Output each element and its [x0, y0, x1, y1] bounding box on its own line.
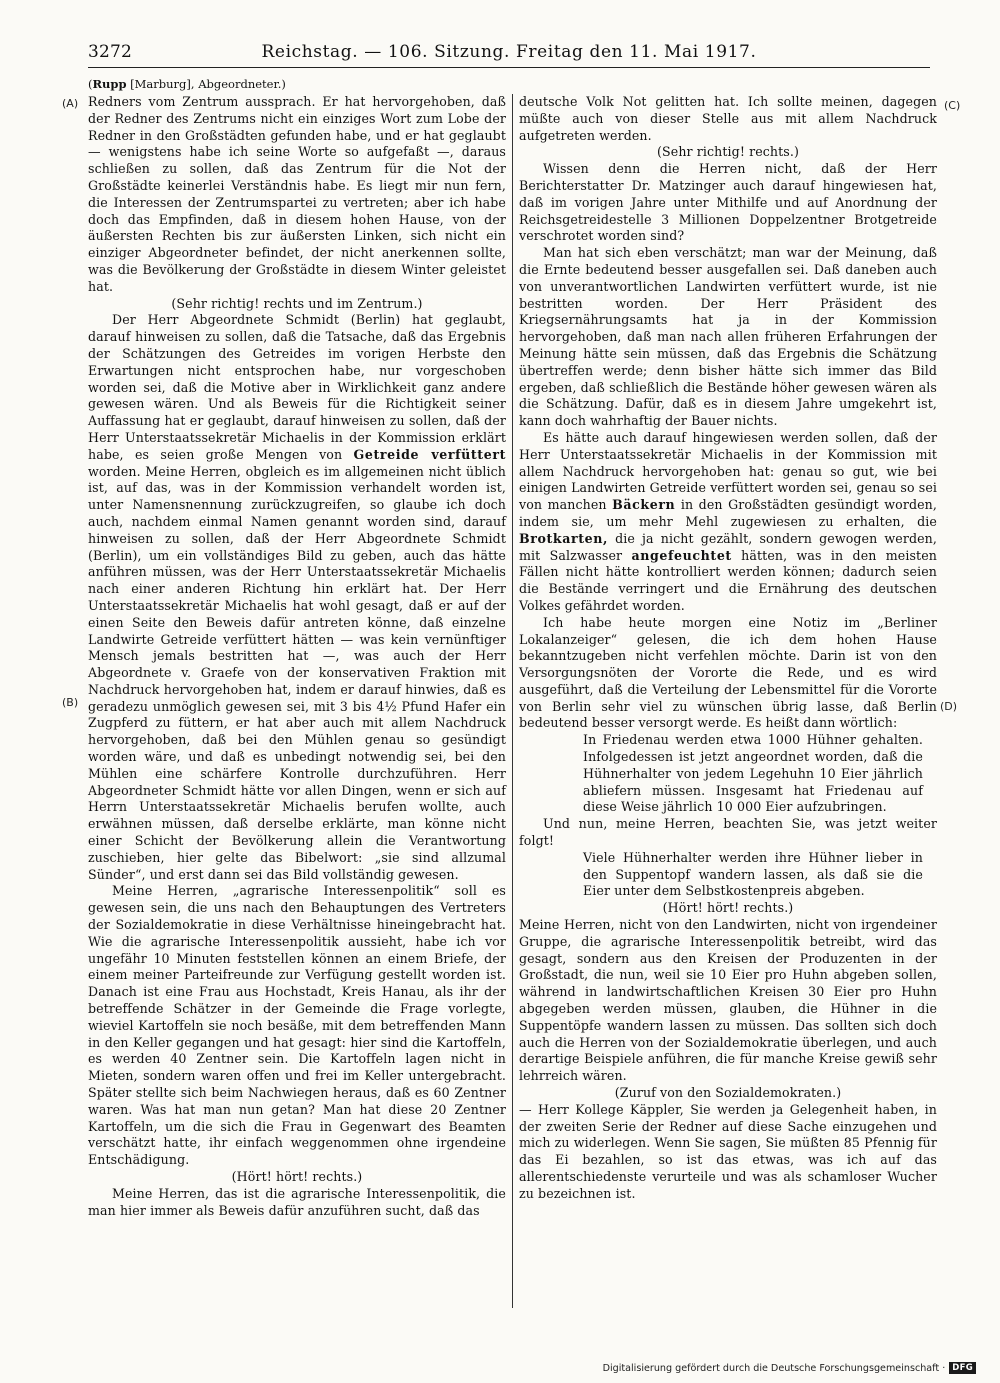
paragraph: Und nun, meine Herren, beachten Sie, was jetzt weiter folgt!: [519, 816, 937, 849]
block-quote: In Friedenau werden etwa 1000 Hühner gehalten. Infolgedessen ist jetzt angeordnet worden, daß die Hühnerhalter von jedem Legehuhn 10 Eier jährlich abliefern müssen. Insgesamt hat Friedenau auf diese Weise jährlich 10 000 Eier aufzubringen.: [583, 732, 923, 815]
block-quote: Viele Hühnerhalter werden ihre Hühner lieber in den Suppentopf wandern lassen, als daß sie die Eier unter dem Selbstkostenpreis abgeben.: [583, 849, 923, 899]
interjection: (Zuruf von den Sozialdemokraten.): [614, 1085, 842, 1101]
text-run: Der Herr Abgeordnete Schmidt (Berlin) hat geglaubt, darauf hinweisen zu sollen, daß die Tatsache, daß das Ergebnis der Schätzungen des Getreides im vorigen Herbste den Erwartungen nicht entsprochen habe, nur vorgeschoben worden sei, daß die Motive aber in Wirklichkeit ganz andere gewesen wären. Und als Beweis für die Richtigkeit seiner Auffassung hat er geglaubt, darauf hinweisen zu sollen, daß der Herr Unterstaatssekretär Michaelis in der Kommission erklärt habe, es seien große Mengen von: [88, 312, 506, 462]
page-number: 3272: [88, 42, 133, 62]
interjection: (Sehr richtig! rechts und im Zentrum.): [171, 295, 423, 311]
interjection: (Sehr richtig! rechts.): [657, 144, 799, 160]
dfg-logo: DFG: [949, 1362, 976, 1374]
paragraph: Ich habe heute morgen eine Notiz im „Berliner Lokalanzeiger“ gelesen, die ich dem hohen Hause bekanntzugeben nicht verfehlen möchte. Darin ist von den Versorgungsnöten der Vororte die Rede, und es wird ausgeführt, daß die Verteilung der Lebensmittel für die Vororte von Berlin sehr viel zu wünschen übrig lasse, daß Berlin bedeutend besser versorgt werde. Es heißt dann wörtlich:: [519, 614, 937, 731]
paragraph: Meine Herren, nicht von den Landwirten, nicht von irgendeiner Gruppe, die agrarische Interessenpolitik betreibt, wird das gesagt, sondern aus den Kreisen der Produzenten in der Großstadt, die nun, weil sie 10 Eier pro Huhn abgeben sollen, während in landwirtschaftlichen Kreisen 30 Eier pro Huhn abgegeben werden müssen, glauben, die Hühner in die Suppentöpfe wandern lassen zu müssen. Das sollten sich doch auch die Herren von der Sozialdemokratie überlegen, und auch derartige Beispiele anführen, die für manche Kreise gewiß sehr lehrreich wären.: [519, 917, 937, 1084]
paragraph: Redners vom Zentrum aussprach. Er hat hervorgehoben, daß der Redner des Zentrums nicht ein einziges Wort zum Lobe der Redner in den Großstädten gefunden habe, und er hat geglaubt — wenigstens habe ich seine Worte so aufgefaßt —, daraus schließen zu sollen, daß das Zentrum für die Not der Großstädte keinerlei Verständnis habe. Es liegt mir nun fern, die Interessen der Zentrumspartei zu vertreten; aber ich habe doch das Empfinden, daß in diesem hohen Hause, von der äußersten Rechten bis zur äußersten Linken, sich nicht ein einziger Abgeordneter befindet, der nicht anerkennen sollte, was die Bevölkerung der Großstädte in diesem Winter geleistet hat.: [88, 94, 506, 294]
footer: [603, 1362, 976, 1374]
footer-credit: Digitalisierung gefördert durch die Deutsche Forschungsgemeinschaft ·: [602, 1362, 946, 1374]
text-run: in den Großstädten gesündigt worden, indem sie, um mehr Mehl zugewiesen zu erhalten, die: [519, 497, 937, 529]
interjection: (Hört! hört! rechts.): [662, 900, 794, 916]
text-run: Es hätte auch darauf hingewiesen werden sollen, daß der Herr Unterstaatssekretär Michaelis in der Kommission mit allem Nachdruck hervorgehoben hat: genau so gut, wie bei einigen Landwirten Getreide verfüttert worden sei, genau so sei von manchen: [519, 429, 937, 513]
interjection: (Hört! hört! rechts.): [231, 1169, 363, 1184]
text-run: worden. Meine Herren, obgleich es im allgemeinen nicht üblich ist, auf das, was in der Kommission verhandelt worden ist, unter Namensnennung zurückzugreifen, so glaube ich doch auch, nachdem einmal Namen genannt worden sind, darauf hinweisen zu sollen, daß der Herr Abgeordnete Schmidt (Berlin), um ein vollständiges Bild zu geben, auch das hätte anführen müssen, was der Herr Unterstaatssekretär Michaelis nach einer anderen Richtung hin erklärt hat. Der Herr Unterstaatssekretär Michaelis hat wohl gesagt, daß er auf der einen Seite den Beweis dafür antreten könne, daß einzelne Landwirte Getreide verfüttert hätten — was kein vernünftiger Mensch jemals bestritten hat —, was auch der Herr Abgeordnete v. Graefe von der konservativen Fraktion mit Nachdruck hervorgehoben hat, indem er darauf hinwies, daß es geradezu unmöglich gewesen sei, mit 3 bis 4½ Pfund Hafer ein Zugpferd zu füttern, er hat aber auch mit allem Nachdruck hervorgehoben, daß bei den Mühlen genau so gesündigt worden wäre, und daß es unbedingt notwendig sei, bei den Mühlen eine schärfere Kontrolle durchzuführen. Herr Abgeordneter Schmidt hätte vor allen Dingen, wenn er sich auf Herrn Unterstaatssekretär Michaelis berufen wollte, auch erwähnen müssen, daß derselbe erklärte, man könne nicht einer Schicht der Bevölkerung allein die Verantwortung zuschieben, hier gelte das Bibelwort: „sie sind allzumal Sünder“, und erst dann sei das Bild vollständig gewesen.: [88, 463, 506, 882]
paragraph: [519, 430, 937, 615]
emphasis: Getreide verfüttert: [353, 446, 506, 462]
paragraph: deutsche Volk Not gelitten hat. Ich sollte meinen, dagegen müßte auch von dieser Stelle aus mit allem Nachdruck aufgetreten werden.: [519, 94, 937, 143]
emphasis: angefeuchtet: [631, 547, 732, 563]
margin-marker-d: (D): [940, 700, 958, 713]
left-column: [88, 94, 506, 1219]
paragraph: [88, 312, 506, 883]
margin-marker-a: (A): [62, 97, 79, 110]
text-run: hätten, was in den meisten Fällen nicht hätte kontrolliert werden können; dadurch seien die Bestände verringert und die Ernährung des deutschen Volkes gefährdet worden.: [519, 547, 937, 613]
emphasis: Brotkarten,: [519, 530, 608, 546]
emphasis: Bäckern: [612, 497, 676, 513]
paragraph: Man hat sich eben verschätzt; man war der Meinung, daß die Ernte bedeutend besser ausgefallen sei. Daß daneben auch von unverantwortlichen Landwirten verfüttert wurde, ist nie bestritten worden. Der Herr Präsident des Kriegsernährungsamts hat ja in der Kommission hervorgehoben, daß man nach allen früheren Erfahrungen der Meinung hätte sein müssen, daß das Ergebnis die Schätzung übertreffen werde; denn bisher hätte sich immer das Bild ergeben, daß schließlich die Bestände höher gewesen wären als die Schätzung. Dafür, daß es in diesem Jahre umgekehrt ist, kann doch wahrhaftig der Bauer nichts.: [519, 245, 937, 429]
paragraph: Meine Herren, „agrarische Interessenpolitik“ soll es gewesen sein, die uns nach den Behauptungen des Vertreters der Sozialdemokratie in diese Verhältnisse hineingebracht hat. Wie die agrarische Interessenpolitik aussieht, habe ich vor ungefähr 10 Minuten feststellen können an einem Briefe, der einem meiner Parteifreunde zur Verfügung gestellt worden ist. Danach ist eine Frau aus Hochstadt, Kreis Hanau, als ihr der betreffende Schätzer in der Gemeinde die Frage vorlegte, wieviel Kartoffeln sie noch besäße, mit dem betreffenden Mann in den Keller gegangen und hat gesagt: hier sind die Kartoffeln, es werden 40 Zentner sein. Die Kartoffeln lagen nicht in Mieten, sondern waren offen und frei im Keller untergebracht. Später stellte sich beim Nachwiegen heraus, daß es 60 Zentner waren. Was hat man nun getan? Man hat diese 20 Zentner Kartoffeln, um die sich die Frau in Gegenwart des Beamten verschätzt hatte, ihr einfach weggenommen ohne irgendeine Entschädigung.: [88, 883, 506, 1168]
page-header: [88, 42, 930, 64]
margin-marker-c: (C): [944, 99, 961, 112]
text-run: die ja nicht gezählt, sondern gewogen werden, mit Salzwasser: [519, 530, 937, 563]
speaker-open: (: [88, 77, 93, 91]
header-rule: [88, 67, 930, 68]
speaker-name: Rupp: [92, 77, 127, 91]
speaker-line: [88, 76, 506, 92]
right-column: [519, 94, 937, 1203]
paragraph: Meine Herren, das ist die agrarische Interessenpolitik, die man hier immer als Beweis dafür anzuführen sucht, daß das: [88, 1185, 506, 1218]
margin-marker-b: (B): [62, 696, 79, 709]
paragraph: Wissen denn die Herren nicht, daß der Herr Berichterstatter Dr. Matzinger auch darauf hingewiesen hat, daß im vorigen Jahre unter Mithilfe und auf Anordnung der Reichsgetreidestelle 3 Millionen Doppelzentner Brotgetreide verschrotet worden sind?: [519, 161, 937, 244]
page-title: Reichstag. — 106. Sitzung. Freitag den 11. Mai 1917.: [261, 42, 757, 62]
speaker-rest: [Marburg], Abgeordneter.): [126, 77, 286, 91]
paragraph: — Herr Kollege Käppler, Sie werden ja Gelegenheit haben, in der zweiten Serie der Redner auf diese Sache einzugehen und mich zu widerlegen. Wenn Sie sagen, Sie müßten 85 Pfennig für das Ei bezahlen, so ist das etwas, was ich auf das allerentschiedenste verurteile und was als schamloser Wucher zu bezeichnen ist.: [519, 1101, 937, 1201]
column-divider: [512, 94, 513, 1308]
